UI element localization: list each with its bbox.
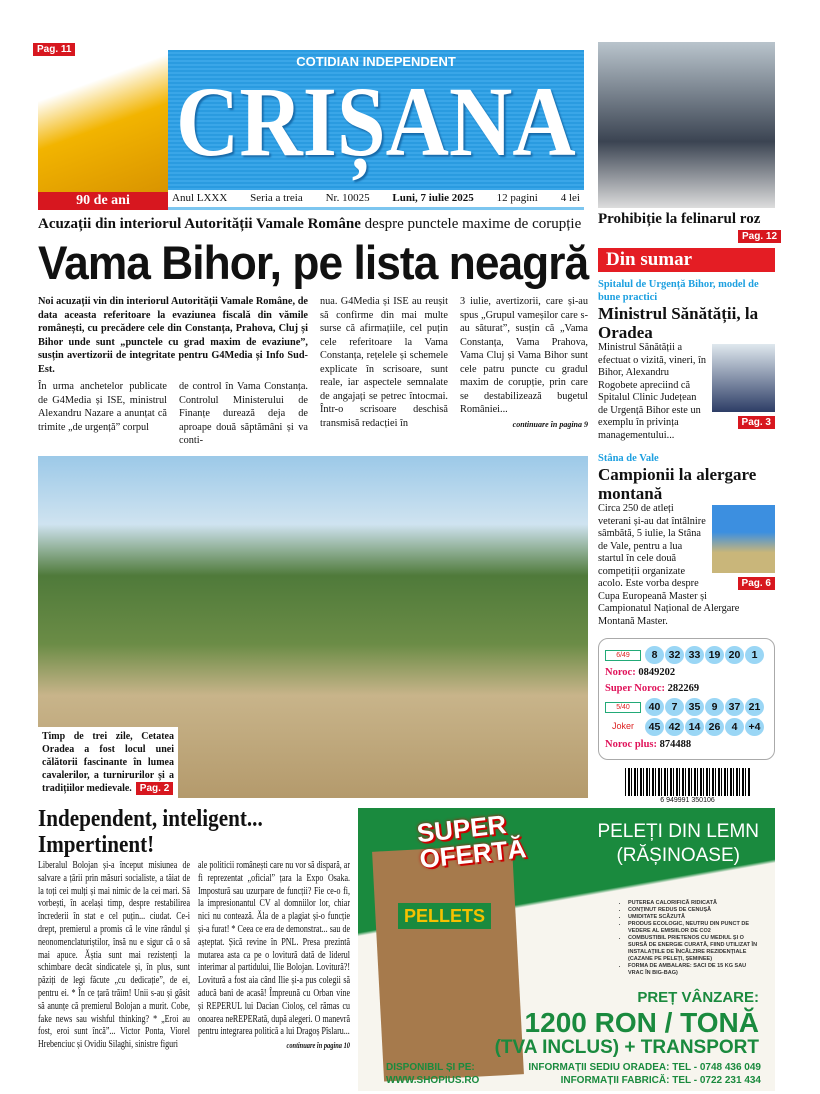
lottery-ball: 14 <box>685 718 704 736</box>
photo-caption: Timp de trei zile, Cetatea Oradea a fost locul unei călătorii fascinante în lumea cavalerilor, a turnirurilor și a tradițiilor medievale. <box>42 731 174 794</box>
super-noroc-value: 282269 <box>667 683 700 694</box>
ad-feature: • CONȚINUT REDUS DE CENUȘĂ <box>628 907 763 914</box>
lottery-ball: 37 <box>725 698 744 716</box>
ad-heading-1: PELEȚI DIN LEMN <box>597 821 759 842</box>
lead-story-text <box>38 295 588 448</box>
editorial-title[interactable]: Independent, inteligent... Impertinent! <box>38 806 263 858</box>
summary-headline: Campionii la alergare montană <box>598 465 757 503</box>
lead-col-4: 3 iulie, avertizorii, care și-au spus „Grupul vameșilor care s-au săturat”, susțin că „Vama Constanța, Vama Prahova, Vama Cluj și Vama Bihor sunt cele patru puncte cu gradul maxim de corupție, prin care se destabilizează bugetul României... <box>460 296 588 415</box>
continued-link[interactable]: continuare în pagina 9 <box>512 419 588 429</box>
photo-caption-box <box>38 727 178 798</box>
ad-price-label: PREȚ VÂNZARE: <box>637 989 759 1006</box>
editorial-continued[interactable]: continuare în pagina 10 <box>286 1041 350 1051</box>
lottery-ball: 33 <box>685 646 704 664</box>
super-noroc-label: Super Noroc: <box>605 683 665 694</box>
summary-body: Circa 250 de atleți veterani și-au dat întâlnire sâmbătă, 5 iulie, la Stâna de Vale, pentru a lua startul în cele două competiții organizate acolo. Este vorba despre Cupa Europeană Master și Campionatul Național de Alergare Montană Master. <box>598 503 740 627</box>
ad-available-label: DISPONIBIL ȘI PE: <box>386 1062 475 1073</box>
joker-logo: Joker <box>611 720 634 731</box>
lead-col-3: nua. G4Media și ISE au reușit să confirme din mai multe surse că afirmațiile, cel puțin cele referitoare la Vama Constanța, rețelele și schemele explicate în scrisoare, sunt reale, iar aspectele semnalate de angajați se petrec întocmai. Într-o scrisoare deschisă transmisă redacției în <box>320 296 448 429</box>
lead-headline[interactable]: Vama Bihor, pe lista neagră <box>38 236 589 289</box>
lottery-ball: 19 <box>705 646 724 664</box>
lottery-ball: +4 <box>745 718 764 736</box>
editorial-col-1: Liberalul Bolojan și-a început misiunea de salvare a țării prin măsuri socialiste, a tăiat de la toți cei mulți și mai nimic de la cei mari. Să vorbești, în același timp, despre restabilirea încrederii în stat e cel puțin... ciudat. Ce-i drept, premierul a promis că le vine rândul și neonomenclaturiștilor, însă nu e sigur că o să mai apuce. Ăștia sunt mai rezistenți la schimbare decât sindicatele și, în plus, sunt păziți de legi făcute „cu dedicație”, de ei, pentru ei. * În ce țară trăim! Unii s-au și găsit să anunțe că premierul Bolojan a murit. Cobe, fake news sau wishful thinking? * „Eroi au fost, eroi sunt încă”... Victor Ponta, Viorel Hrebenciuc și Ovidiu Silaghi, sinistre figuri <box>38 860 190 1051</box>
summary-kicker: Stâna de Vale <box>598 453 659 464</box>
summary-kicker: Spitalul de Urgență Bihor, model de bune practici <box>598 279 759 303</box>
issue-info <box>168 192 584 210</box>
masthead <box>168 50 584 190</box>
ad-feature: • UMIDITATE SCĂZUTĂ <box>628 914 763 921</box>
lottery-ball: 40 <box>645 698 664 716</box>
issue-price: 4 lei <box>560 192 580 204</box>
issue-pages: 12 pagini <box>496 192 538 204</box>
ad-super-offer: SUPER OFERTĂ <box>415 809 528 875</box>
lottery-results <box>598 638 775 760</box>
noroc-plus-label: Noroc plus: <box>605 739 658 750</box>
summary-body: Ministrul Sănătății a efectuat o vizită, vineri, în Bihor, Alexandru Rogobete apreciind că Spitalul Clinic Județean de Urgență Bihor este un exemplu în privința managementului... <box>598 342 707 441</box>
medieval-tournament-photo <box>38 456 588 798</box>
felinar-headline[interactable]: Prohibiție la felinarul roz <box>598 211 761 227</box>
lottery-ball: 8 <box>645 646 664 664</box>
lotto-540-logo: 5/40 <box>605 702 641 713</box>
ad-contact-oradea: INFORMAȚII SEDIU ORADEA: TEL - 0748 436 049 <box>528 1062 761 1073</box>
ad-price-note: (TVA INCLUS) + TRANSPORT <box>494 1037 759 1058</box>
noroc-value: 0849202 <box>638 667 676 678</box>
issue-year: Anul LXXX <box>172 192 228 204</box>
masthead-tagline: COTIDIAN INDEPENDENT <box>296 54 456 69</box>
pellets-advertisement[interactable] <box>358 808 775 1091</box>
lead-paragraph: Noi acuzații vin din interiorul Autorității Vamale Române, de data aceasta referitoare la evaziunea fiscală din vămile românești, cu precădere cele din Constanța, Prahova, Cluj și Bihor unde sunt „punctele cu grad maxim de evaziune”, susțin avertizorii de integritate pentru G4Media și Info Sud-Est. <box>38 296 308 375</box>
lottery-ball: 1 <box>745 646 764 664</box>
ad-feature: • PRODUS ECOLOGIC, NEUTRU DIN PUNCT DE VEDERE AL EMISIILOR DE CO2 <box>628 921 763 935</box>
summary-headline: Ministrul Sănătății, la Oradea <box>598 304 759 342</box>
lottery-ball: 45 <box>645 718 664 736</box>
ad-heading-2: (RĂȘINOASE) <box>616 845 740 866</box>
ad-heading <box>597 820 759 868</box>
lotto-649-row <box>605 646 768 664</box>
masthead-logo: CRIȘANA <box>176 66 576 177</box>
dalai-lama-photo <box>38 42 168 192</box>
editorial-col-2-wrap <box>198 860 350 1051</box>
ad-feature: • COMBUSTIBIL PRIETENOS CU MEDIUL ȘI O SURSĂ DE ENERGIE CURATĂ, FIIND UTILIZAT ÎN INSTALAȚIILE DE ÎNCĂLZIRE REZIDENȚIALE (CAZANE PE PELEȚI, ȘEMINEE) <box>628 935 763 963</box>
barcode <box>625 768 750 796</box>
page-ref-2[interactable]: Pag. 2 <box>136 782 173 795</box>
lottery-ball: 35 <box>685 698 704 716</box>
lottery-ball: 20 <box>725 646 744 664</box>
ad-features <box>628 900 763 977</box>
ad-feature: • FORMA DE AMBALARE: SACI DE 15 KG SAU VRAC ÎN BIG-BAG) <box>628 963 763 977</box>
right-column <box>598 278 775 805</box>
lottery-ball: 32 <box>665 646 684 664</box>
ad-pellets-label: PELLETS <box>398 903 491 929</box>
lotto-649-logo: 6/49 <box>605 650 641 661</box>
summary-item[interactable] <box>598 278 775 442</box>
super-noroc <box>605 682 768 696</box>
summary-title: Din sumar <box>598 248 775 272</box>
editorial-col-2: ale politicii românești care nu vor să dispară, ar fi reprezentat „oficial” țara la Expo Osaka. Impostură sau uzurpare de funcții? Fie ce-o fi, la impresionantul CV al domniilor lor, chiar nici nu contează. Ăla de a plagiat și-o funcție și-a furat! * Ceea ce era de demonstrat... sau de așteptat. Șică revine în PNL. Presa prezintă mutarea asta ca pe o lovitură dată de liderul interimar al partidului, Ilie Bolojan. Lovitură?! Lovitură a fost aia când Ilie și-a pus colegii să aducă bani de acasă! Împreună cu Orban vine și REPERUL lui Dacian Cioloș, cel rămas cu onoarea neREPERată, după alegeri. O manevră pentru integrarea politică a lui Dragoș Pîslaru... <box>198 860 350 1038</box>
page-ref-12[interactable]: Pag. 12 <box>738 230 781 243</box>
anniversary-label: 90 de ani <box>38 192 168 210</box>
felinar-photo <box>598 42 775 208</box>
issue-number: Nr. 10025 <box>325 192 370 204</box>
page-ref-3[interactable]: Pag. 3 <box>738 416 775 429</box>
kicker-rest: despre punctele maxime de corupție <box>360 216 582 232</box>
noroc-plus <box>605 738 768 752</box>
ad-price-value: 1200 RON / TONĂ <box>524 1007 759 1038</box>
joker-row <box>605 718 768 736</box>
minister-photo <box>712 344 775 412</box>
race-photo <box>712 505 775 573</box>
issue-series: Seria a treia <box>250 192 303 204</box>
ad-availability <box>386 1061 479 1087</box>
lottery-ball: 7 <box>665 698 684 716</box>
ad-price <box>495 1009 759 1058</box>
lead-kicker <box>38 215 581 233</box>
noroc-label: Noroc: <box>605 667 636 678</box>
lotto-540-row <box>605 698 768 716</box>
ad-contact-factory: INFORMAȚII FABRICĂ: TEL - 0722 231 434 <box>560 1075 761 1086</box>
page-ref-11[interactable]: Pag. 11 <box>33 43 75 56</box>
lead-col-2: de control în Vama Constanța. Controlul Ministerului de Finanțe durează deja de aproape două săptămâni și va conti- <box>179 381 308 446</box>
barcode-number: 6 949991 350106 <box>660 797 715 804</box>
lottery-ball: 21 <box>745 698 764 716</box>
ad-website[interactable]: WWW.SHOPIUS.RO <box>386 1075 480 1086</box>
ad-feature: • PUTEREA CALORIFICĂ RIDICATĂ <box>628 900 763 907</box>
lottery-ball: 42 <box>665 718 684 736</box>
noroc <box>605 666 768 680</box>
lead-col-1: În urma anchetelor publicate de G4Media și ISE, ministrul Alexandru Nazare a anunțat că trimite „de urgență” corpul <box>38 381 167 433</box>
summary-item[interactable] <box>598 452 775 628</box>
issue-date: Luni, 7 iulie 2025 <box>392 192 474 204</box>
page-ref-6[interactable]: Pag. 6 <box>738 577 775 590</box>
lottery-ball: 26 <box>705 718 724 736</box>
lottery-ball: 9 <box>705 698 724 716</box>
lottery-ball: 4 <box>725 718 744 736</box>
kicker-bold: Acuzații din interiorul Autorității Vamale Române <box>38 216 361 232</box>
noroc-plus-value: 874488 <box>659 739 692 750</box>
ad-contact <box>528 1061 761 1087</box>
